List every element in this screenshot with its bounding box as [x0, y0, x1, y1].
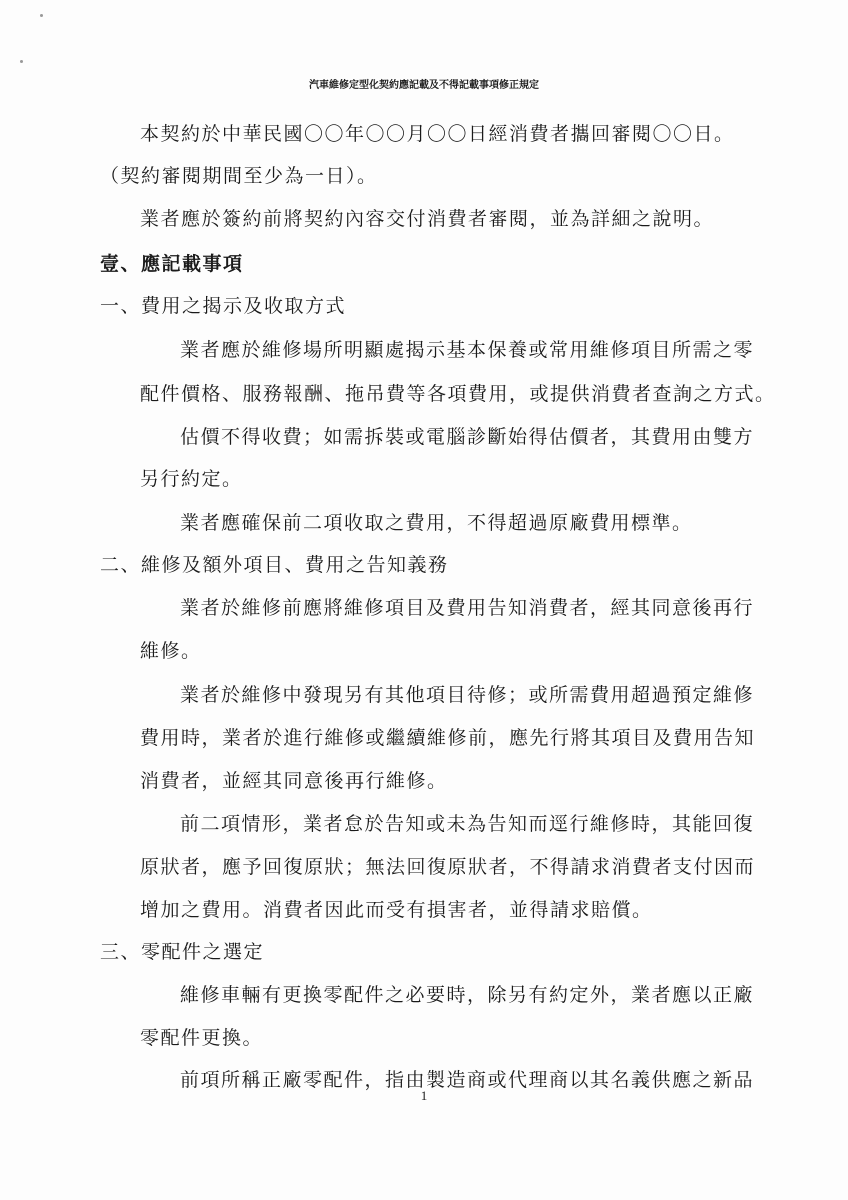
document-title: 汽車維修定型化契約應記載及不得記載事項修正規定: [309, 80, 539, 91]
item-text-line: 維修。: [140, 640, 202, 662]
page-number: 1: [420, 1088, 428, 1103]
item-text-line: 另行約定。: [140, 468, 243, 490]
item-text-line: 增加之費用。消費者因此而受有損害者，並得請求賠償。: [140, 899, 653, 921]
item-heading: 一、費用之揭示及收取方式: [100, 295, 347, 317]
scan-speck: [20, 60, 23, 63]
item-heading: 二、維修及額外項目、費用之告知義務: [100, 554, 449, 576]
scan-speck: [40, 14, 43, 17]
intro-review-period: （契約審閱期間至少為一日）。: [100, 165, 378, 187]
item-text-line: 零配件更換。: [140, 1027, 264, 1049]
item-text-line: 業者於維修前應將維修項目及費用告知消費者，經其同意後再行: [180, 597, 755, 619]
intro-review-date: 本契約於中華民國〇〇年〇〇月〇〇日經消費者攜回審閱〇〇日。: [140, 123, 735, 145]
item-text-line: 業者應於維修場所明顯處揭示基本保養或常用維修項目所需之零: [180, 339, 755, 361]
section-heading: 壹、應記載事項: [100, 253, 244, 275]
intro-explanation: 業者應於簽約前將契約內容交付消費者審閱，並為詳細之說明。: [140, 208, 715, 230]
item-text-line: 消費者，並經其同意後再行維修。: [140, 770, 448, 792]
item-text-line: 費用時，業者於進行維修或繼續維修前，應先行將其項目及費用告知: [140, 727, 756, 749]
item-text-line: 原狀者，應予回復原狀；無法回復原狀者，不得請求消費者支付因而: [140, 856, 756, 878]
item-text-line: 估價不得收費；如需拆裝或電腦診斷始得估價者，其費用由雙方: [180, 426, 755, 448]
item-text-line: 維修車輛有更換零配件之必要時，除另有約定外，業者應以正廠: [180, 984, 755, 1006]
item-text-line: 配件價格、服務報酬、拖吊費等各項費用，或提供消費者查詢之方式。: [140, 383, 776, 405]
item-heading: 三、零配件之選定: [100, 941, 265, 963]
item-text-line: 前二項情形，業者怠於告知或未為告知而逕行維修時，其能回復: [180, 813, 755, 835]
item-text-line: 前項所稱正廠零配件，指由製造商或代理商以其名義供應之新品: [180, 1069, 755, 1091]
item-text-line: 業者應確保前二項收取之費用，不得超過原廠費用標準。: [180, 512, 693, 534]
item-text-line: 業者於維修中發現另有其他項目待修；或所需費用超過預定維修: [180, 684, 755, 706]
